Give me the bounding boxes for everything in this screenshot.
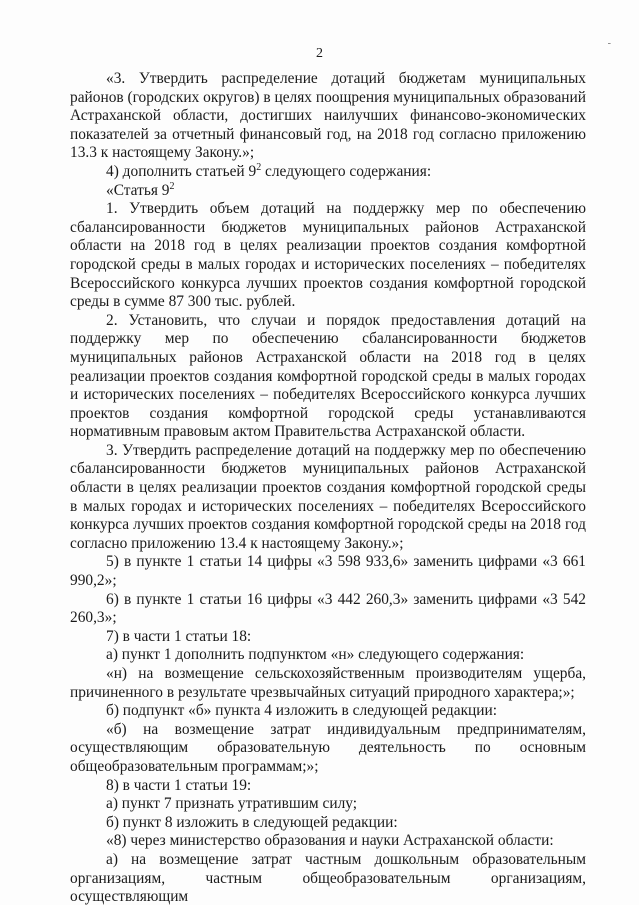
- paragraph-item-7b: б) подпункт «б» пункта 4 изложить в следующей редакции:: [106, 702, 498, 720]
- article-heading: [70, 182, 586, 201]
- paragraph-item-7: 7) в части 1 статьи 18:: [106, 627, 252, 645]
- paragraph-add-article-suffix: следующего содержания:: [261, 162, 432, 180]
- paragraph-article-item-1: 1. Утвердить объем дотаций на поддержку мер по обеспечению сбалансированности бюджетов муниципальных районов Астраханской области на 2018 год в целях реализации проектов создания комфортной городской среды в малых городах и исторических поселениях – победителях Всероссийского конкурса лучших проектов создания комфортной городской среды в сумме 87 300 тыс. рублей.: [70, 200, 586, 311]
- article-heading-text: «Статья 9: [106, 181, 170, 199]
- article-number-superscript: 2: [256, 161, 262, 173]
- paragraph-article-item-2: 2. Установить, что случаи и порядок предоставления дотаций на поддержку мер по обеспечению сбалансированности бюджетов муниципальных районов Астраханской области на 2018 год в целях реализации проектов создания комфортной городской среды в малых городах и исторических поселениях – победителях Всероссийского конкурса лучших проектов создания комфортной городской среды устанавливаются нормативным правовым актом Правительства Астраханской области.: [70, 311, 586, 441]
- paragraph-item-5: 5) в пункте 1 статьи 14 цифры «3 598 933,6» заменить цифрами «3 661 990,2»;: [70, 553, 586, 590]
- page-number: 2: [316, 46, 323, 61]
- paragraph-item-8-a: а) на возмещение затрат частным дошкольным образовательным организациям, частным общеобразовательным организациям, осуществляющим: [70, 850, 586, 906]
- corner-mark: -: [607, 38, 611, 49]
- paragraph-item-8a: а) пункт 7 признать утратившим силу;: [106, 795, 358, 813]
- paragraph-item-6: 6) в пункте 1 статьи 16 цифры «3 442 260,3» заменить цифрами «3 542 260,3»;: [70, 590, 586, 627]
- paragraph-item-8b: б) пункт 8 изложить в следующей редакции:: [106, 813, 398, 831]
- article-heading-superscript: 2: [169, 180, 175, 192]
- paragraph-item-7a: а) пункт 1 дополнить подпунктом «н» следующего содержания:: [106, 646, 525, 664]
- paragraph-article-item-3: 3. Утвердить распределение дотаций на поддержку мер по обеспечению сбалансированности бюджетов муниципальных районов Астраханской области в целях реализации проектов создания комфортной городской среды в малых городах и исторических поселениях – победителях Всероссийского конкурса лучших проектов создания комфортной городской среды на 2018 год согласно приложению 13.4 к настоящему Закону.»;: [70, 441, 586, 552]
- paragraph-item-7a-n: «н) на возмещение сельскохозяйственным производителям ущерба, причиненного в результате чрезвычайных ситуаций природного характера;»;: [70, 665, 586, 701]
- paragraph-item-8: 8) в части 1 статьи 19:: [106, 776, 252, 794]
- paragraph-add-article-text: 4) дополнить статьей 9: [106, 162, 257, 180]
- document-body: [70, 70, 586, 907]
- paragraph-item-8-text: «8) через министерство образования и науки Астраханской области:: [106, 832, 554, 850]
- paragraph-item-3: «3. Утвердить распределение дотаций бюджетам муниципальных районов (городских округов) в целях поощрения муниципальных образований Астраханской области, достигших наилучших финансово-экономических показателей за отчетный финансовый год, на 2018 год согласно приложению 13.3 к настоящему Закону.»;: [70, 70, 586, 162]
- paragraph-item-7b-text: «б) на возмещение затрат индивидуальным предпринимателям, осуществляющим образовательную деятельность по основным общеобразовательным программам;»;: [70, 720, 586, 775]
- paragraph-add-article: [70, 163, 586, 182]
